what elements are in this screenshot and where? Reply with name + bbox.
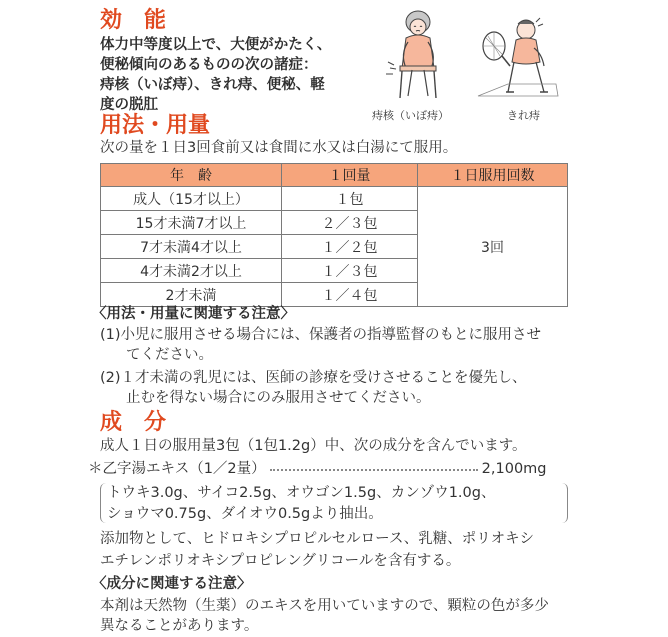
header-dose: １回量 — [282, 164, 418, 187]
usage-notes-heading: 〈用法・用量に関連する注意〉 — [92, 306, 295, 322]
daily-times-cell: 3回 — [418, 187, 568, 307]
usage-note-1 — [100, 325, 580, 365]
usage-note-2 — [100, 368, 580, 408]
extract-amount: 2,100mg — [481, 461, 547, 477]
usage-note-2-cont: 止むを得ない場合にのみ服用させてください。 — [126, 390, 431, 406]
ingredients-heading: 成 分 — [100, 410, 167, 435]
table-row — [101, 187, 568, 211]
row-dose: １／４包 — [282, 283, 418, 307]
efficacy-line-3: 痔核（いぼ痔）、きれ痔、便秘、軽 — [100, 77, 325, 93]
efficacy-text — [100, 35, 370, 115]
usage-note-1-line: (1)小児に服用させる場合には、保護者の指導監督のもとに服用させ — [100, 327, 542, 343]
ingredients-intro: 成人１日の服用量3包（1包1.2g）中、次の成分を含んでいます。 — [100, 438, 527, 454]
usage-intro: 次の量を１日3回食前又は食間に水又は白湯にて服用。 — [100, 140, 458, 156]
table-header-row — [101, 164, 568, 187]
ingredient-note-line-2: 異なることがあります。 — [100, 618, 259, 634]
usage-note-2-line: (2)１才未満の乳児には、医師の診療を受けさせることを優先し、 — [100, 370, 527, 386]
efficacy-line-2: 便秘傾向のあるものの次の諸症： — [100, 57, 318, 73]
usage-heading: 用法・用量 — [100, 113, 211, 138]
row-age: 4才未満2才以上 — [101, 259, 282, 283]
hemorrhoid-woman-illustration — [378, 8, 456, 102]
efficacy-line-4: 度の脱肛 — [100, 97, 158, 113]
ingredient-notes-heading: 〈成分に関連する注意〉 — [92, 576, 252, 592]
row-age: 7才未満4才以上 — [101, 235, 282, 259]
additives-line-2: エチレンポリオキシプロピレングリコールを含有する。 — [100, 553, 461, 569]
bracket-line-1: トウキ3.0g、サイコ2.5g、オウゴン1.5g、カンゾウ1.0g、 — [107, 485, 496, 501]
extract-line — [88, 459, 568, 479]
row-dose: １／２包 — [282, 235, 418, 259]
fissure-tennis-man-illustration — [476, 8, 560, 102]
additives-line-1: 添加物として、ヒドロキシプロピルセルロース、乳糖、ポリオキシ — [100, 531, 534, 547]
usage-note-1-cont: てください。 — [126, 347, 213, 363]
row-dose: ２／３包 — [282, 211, 418, 235]
leader-dots — [270, 468, 478, 471]
header-age: 年 齢 — [101, 164, 282, 187]
row-age: 2才未満 — [101, 283, 282, 307]
row-dose: １／３包 — [282, 259, 418, 283]
header-daily-times: １日服用回数 — [418, 164, 568, 187]
efficacy-heading: 効 能 — [100, 8, 167, 33]
bracket-line-2: ショウマ0.75g、ダイオウ0.5gより抽出。 — [107, 506, 383, 522]
caption-fissure: きれ痔 — [507, 109, 540, 122]
row-age: 15才未満7才以上 — [101, 211, 282, 235]
ingredient-note-line-1: 本剤は天然物（生薬）のエキスを用いていますので、顆粒の色が多少 — [100, 598, 549, 614]
extract-name: ＊乙字湯エキス（1／2量） — [88, 461, 266, 477]
row-dose: １包 — [282, 187, 418, 211]
efficacy-line-1: 体力中等度以上で、大便がかたく、 — [100, 37, 332, 53]
row-age: 成人（15才以上） — [101, 187, 282, 211]
dosage-table — [100, 163, 568, 307]
caption-hemorrhoid: 痔核（いぼ痔） — [372, 109, 449, 122]
